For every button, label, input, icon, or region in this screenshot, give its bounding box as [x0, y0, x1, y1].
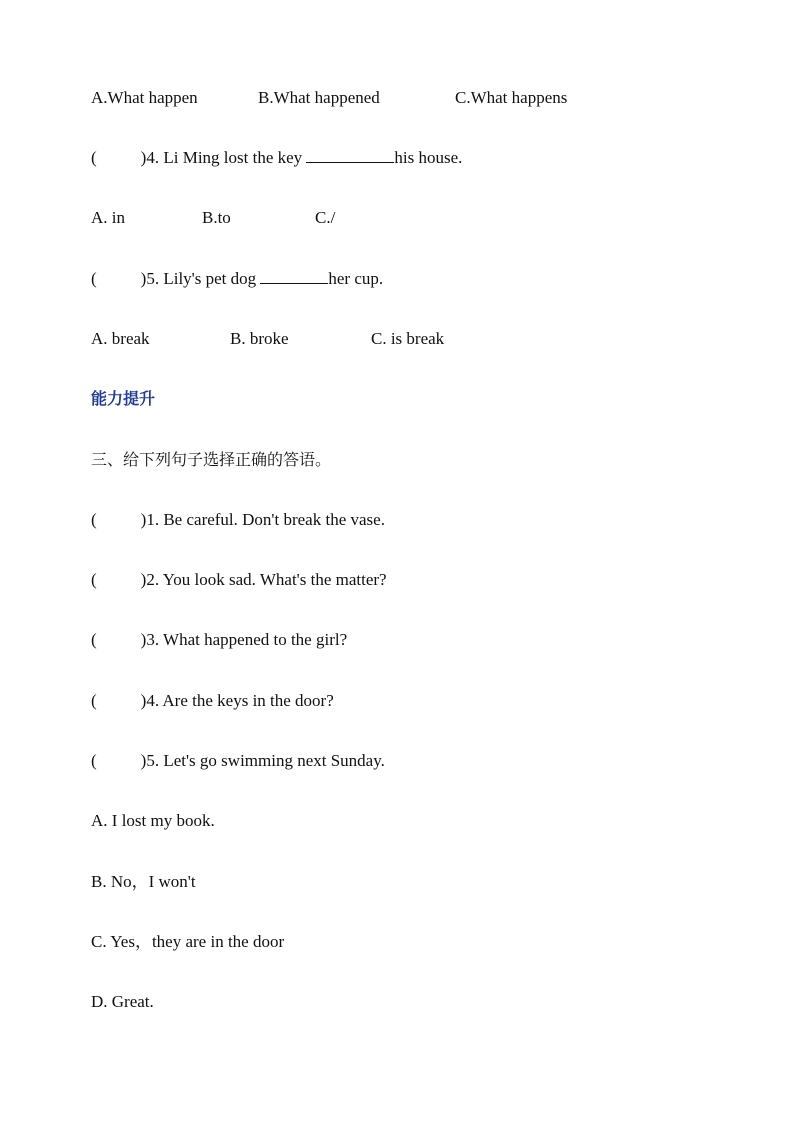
question-text-before: Li Ming lost the key — [163, 148, 303, 167]
paren-open: ( — [91, 751, 97, 770]
question-4 — [91, 148, 462, 168]
part3-question-1 — [91, 510, 385, 530]
part3-title: 三、给下列句子选择正确的答语。 — [91, 450, 332, 469]
q3-option-a: A.What happen — [91, 88, 198, 107]
paren-open: ( — [91, 148, 97, 167]
paren-close: ) — [140, 148, 147, 167]
question-5 — [91, 269, 383, 289]
question-text-after: his house. — [394, 148, 463, 167]
q5-option-b: B. broke — [230, 329, 289, 348]
paren-close: ) — [140, 510, 147, 529]
q5-option-a: A. break — [91, 329, 150, 348]
part3-answer-b: B. No，I won't — [91, 872, 196, 891]
question-text: 3. What happened to the girl? — [146, 630, 348, 649]
question-text: 1. Be careful. Don't break the vase. — [146, 510, 385, 529]
section-heading: 能力提升 — [91, 389, 156, 408]
q4-option-b: B.to — [202, 208, 231, 227]
paren-close: ) — [140, 269, 147, 288]
part3-answer-d: D. Great. — [91, 992, 154, 1011]
part3-question-2 — [91, 570, 387, 590]
part3-answer-a: A. I lost my book. — [91, 811, 215, 830]
question-text: 5. Let's go swimming next Sunday. — [146, 751, 385, 770]
q3-option-c: C.What happens — [455, 88, 568, 107]
question-number: 5. — [146, 269, 160, 288]
answer-blank[interactable] — [306, 148, 394, 163]
question-text: 2. You look sad. What's the matter? — [146, 570, 387, 589]
part3-question-3 — [91, 630, 347, 650]
q4-option-c: C./ — [315, 208, 336, 227]
question-text-after: her cup. — [328, 269, 384, 288]
paren-open: ( — [91, 630, 97, 649]
q3-option-b: B.What happened — [258, 88, 380, 107]
paren-close: ) — [140, 570, 147, 589]
paren-open: ( — [91, 691, 97, 710]
paren-close: ) — [140, 751, 147, 770]
paren-close: ) — [140, 691, 147, 710]
q5-option-c: C. is break — [371, 329, 445, 348]
part3-question-4 — [91, 691, 334, 711]
paren-open: ( — [91, 269, 97, 288]
part3-question-5 — [91, 751, 385, 771]
question-text: 4. Are the keys in the door? — [146, 691, 334, 710]
question-number: 4. — [146, 148, 160, 167]
q4-option-a: A. in — [91, 208, 125, 227]
paren-close: ) — [140, 630, 147, 649]
part3-answer-c: C. Yes，they are in the door — [91, 932, 285, 951]
paren-open: ( — [91, 510, 97, 529]
question-text-before: Lily's pet dog — [163, 269, 257, 288]
answer-blank[interactable] — [260, 269, 328, 284]
paren-open: ( — [91, 570, 97, 589]
